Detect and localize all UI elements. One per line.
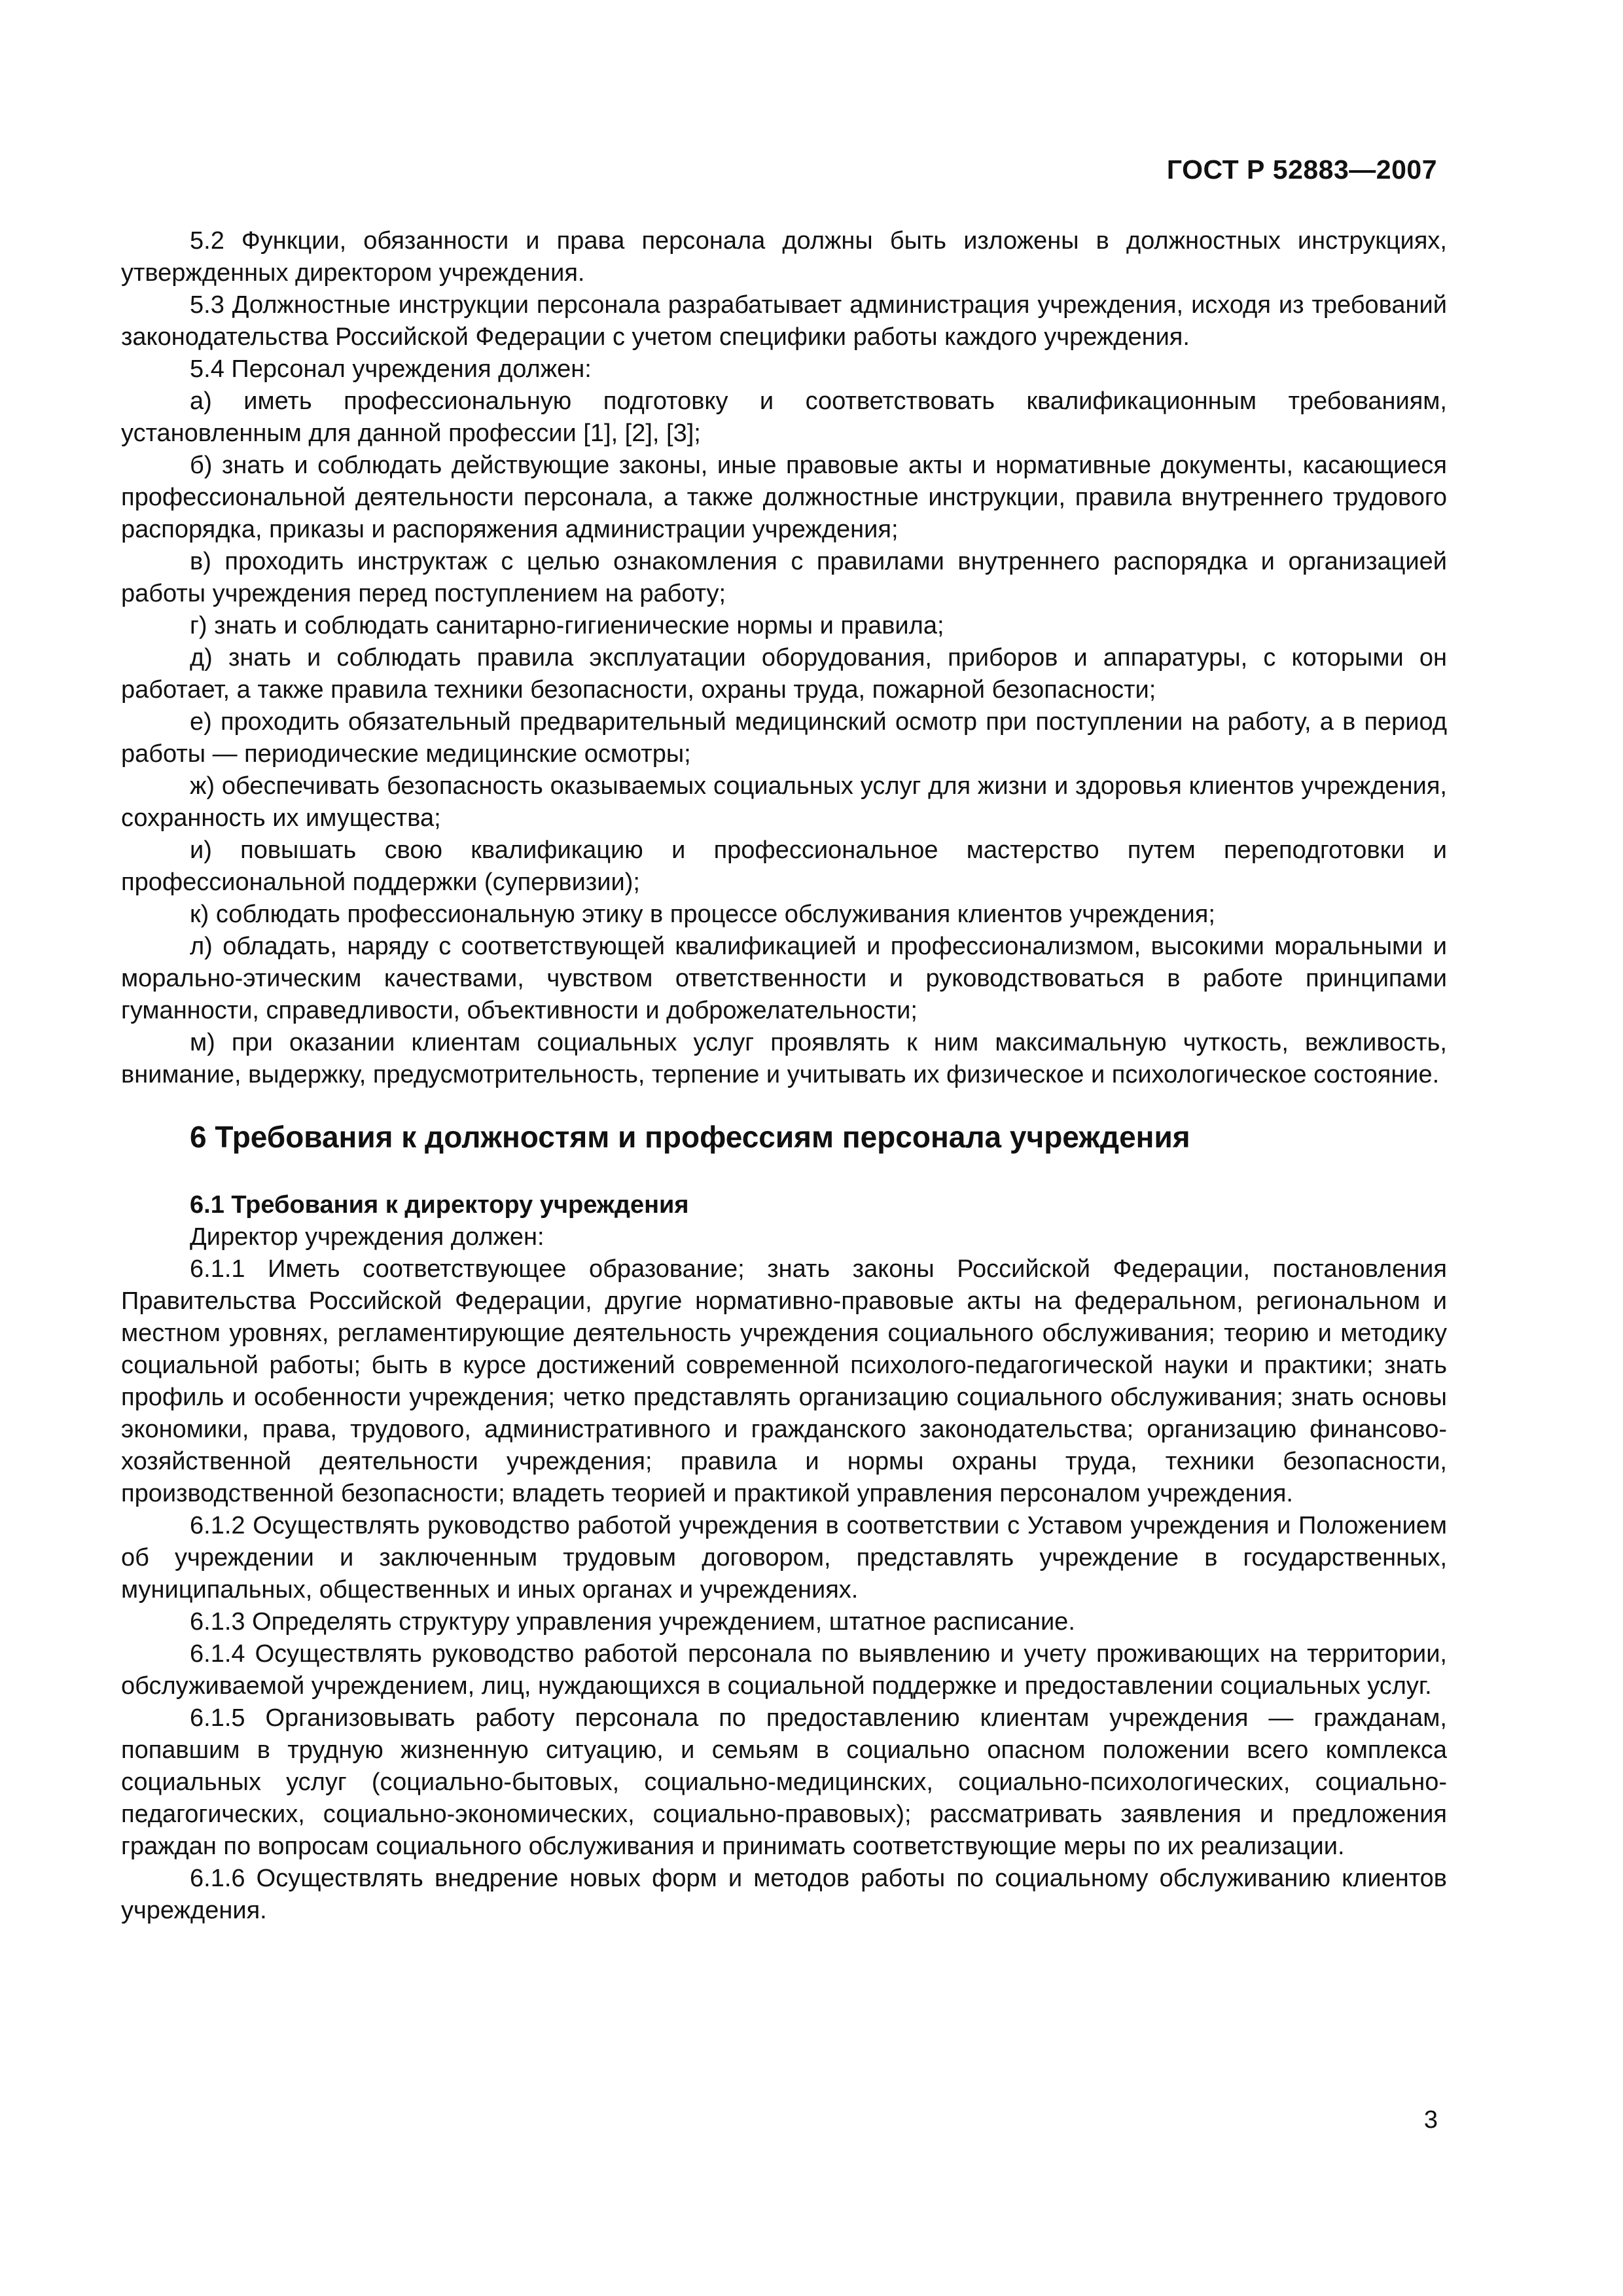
paragraph-6-1-5: 6.1.5 Организовывать работу персонала по предоставлению клиентам учреждения — гражданам, попавшим в трудную жизненную ситуацию, и семьям в социально опасном положении всего комплекса социальных услуг (социально-бытовых, социально-медицинских, социально-психологических, социально-педагогических, социально-экономических, социально-правовых); рассматривать заявления и предложения граждан по вопросам социального обслуживания и принимать соответствующие меры по их реализации.	[121, 1704, 1447, 1860]
list-item-b: б) знать и соблюдать действующие законы, иные правовые акты и нормативные документы, касающиеся профессиональной деятельности персонала, а также должностные инструкции, правила внутреннего трудового распорядка, приказы и распоряжения администрации учреждения;	[121, 452, 1447, 543]
subsection-6-1-title: 6.1 Требования к директору учреждения	[190, 1191, 689, 1219]
page-number: 3	[1423, 2106, 1438, 2134]
list-item-k: к) соблюдать профессиональную этику в процессе обслуживания клиентов учреждения;	[190, 901, 1215, 928]
list-item-m: м) при оказании клиентам социальных услуг проявлять к ним максимальную чуткость, вежливость, внимание, выдержку, предусмотрительность, терпение и учитывать их физическое и психологическое состояние.	[121, 1029, 1447, 1088]
list-item-i: и) повышать свою квалификацию и профессиональное мастерство путем переподготовки и профессиональной поддержки (супервизии);	[121, 836, 1447, 896]
list-item-v: в) проходить инструктаж с целью ознакомления с правилами внутреннего распорядка и организацией работы учреждения перед поступлением на работу;	[121, 548, 1447, 607]
list-item-a: а) иметь профессиональную подготовку и соответствовать квалификационным требованиям, установленным для данной профессии [1], [2], [3];	[121, 387, 1447, 447]
paragraph-6-1-4: 6.1.4 Осуществлять руководство работой персонала по выявлению и учету проживающих на территории, обслуживаемой учреждением, лиц, нуждающихся в социальной поддержке и предоставлении социальных услуг.	[121, 1640, 1447, 1700]
list-item-e: е) проходить обязательный предварительный медицинский осмотр при поступлении на работу, а в период работы — периодические медицинские осмотры;	[121, 708, 1447, 768]
standard-code: ГОСТ Р 52883—2007	[1166, 154, 1437, 185]
paragraph-6-1-1: 6.1.1 Иметь соответствующее образование; знать законы Российской Федерации, постановления Правительства Российской Федерации, другие нормативно-правовые акты на федеральном, региональном и местном уровнях, регламентирующие деятельность учреждения социального обслуживания; теорию и методику социальной работы; быть в курсе достижений современной психолого-педагогической науки и практики; знать профиль и особенности учреждения; четко представлять организацию социального обслуживания; знать основы экономики, права, трудового, административного и гражданского законодательства; организацию финансово-хозяйственной деятельности учреждения; правила и нормы охраны труда, техники безопасности, производственной безопасности; владеть теорией и практикой управления персоналом учреждения.	[121, 1255, 1447, 1507]
list-item-l: л) обладать, наряду с соответствующей квалификацией и профессионализмом, высокими моральными и морально-этическим качествами, чувством ответственности и руководствоваться в работе принципами гуманности, справедливости, объективности и доброжелательности;	[121, 933, 1447, 1024]
paragraph-6-1-3: 6.1.3 Определять структуру управления учреждением, штатное расписание.	[190, 1608, 1075, 1636]
paragraph-5-2: 5.2 Функции, обязанности и права персонала должны быть изложены в должностных инструкциях, утвержденных директором учреждения.	[121, 227, 1447, 287]
list-item-zh: ж) обеспечивать безопасность оказываемых социальных услуг для жизни и здоровья клиентов учреждения, сохранность их имущества;	[121, 772, 1447, 832]
list-item-d: д) знать и соблюдать правила эксплуатации оборудования, приборов и аппаратуры, с которыми он работает, а также правила техники безопасности, охраны труда, пожарной безопасности;	[121, 644, 1447, 704]
section-6-title: 6 Требования к должностям и профессиям персонала учреждения	[190, 1120, 1190, 1154]
list-item-g: г) знать и соблюдать санитарно-гигиенические нормы и правила;	[190, 612, 944, 639]
paragraph-6-1-2: 6.1.2 Осуществлять руководство работой учреждения в соответствии с Уставом учреждения и Положением об учреждении и заключенным трудовым договором, представлять учреждение в государственных, муниципальных, общественных и иных органах и учреждениях.	[121, 1512, 1447, 1604]
paragraph-5-3: 5.3 Должностные инструкции персонала разрабатывает администрация учреждения, исходя из требований законодательства Российской Федерации с учетом специфики работы каждого учреждения.	[121, 291, 1447, 351]
paragraph-6-1-6: 6.1.6 Осуществлять внедрение новых форм и методов работы по социальному обслуживанию клиентов учреждения.	[121, 1865, 1447, 1924]
paragraph-director-intro: Директор учреждения должен:	[190, 1223, 544, 1251]
paragraph-5-4: 5.4 Персонал учреждения должен:	[190, 355, 592, 383]
page-content	[121, 225, 1447, 1927]
